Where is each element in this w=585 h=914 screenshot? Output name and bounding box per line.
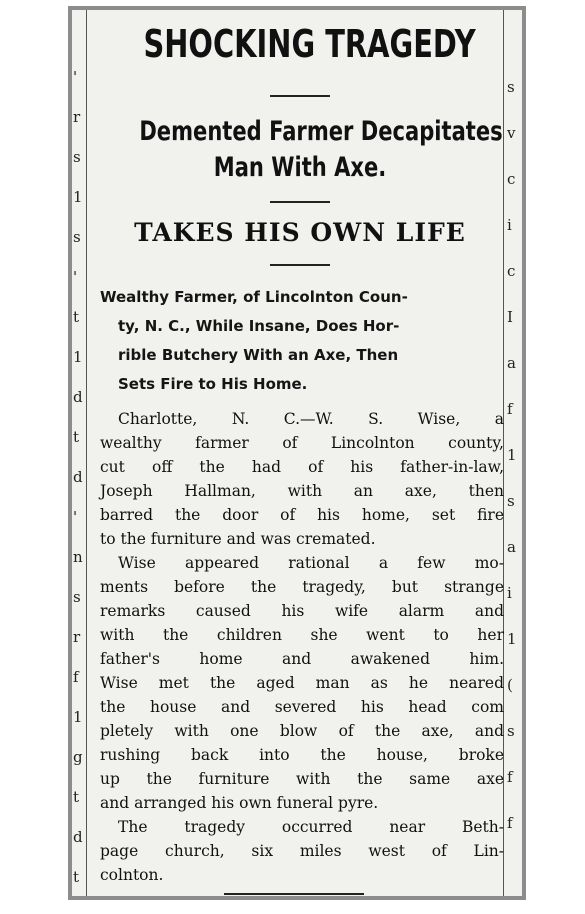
- margin-fragment: d: [73, 468, 83, 486]
- left-column-rule: [86, 10, 87, 896]
- deck-line: ty, N. C., While Insane, Does Hor-: [118, 317, 400, 335]
- subhead-divider: [270, 201, 330, 203]
- body-line: Charlotte, N. C.—W. S. Wise, a: [118, 410, 504, 428]
- margin-fragment: g: [73, 748, 83, 766]
- margin-fragment: n: [73, 548, 83, 566]
- body-line: cut off the had of his father-in-law,: [100, 458, 504, 476]
- body-line: page church, six miles west of Lin-: [100, 842, 504, 860]
- margin-fragment: 1: [73, 188, 83, 206]
- margin-fragment: 1: [507, 630, 517, 648]
- margin-fragment: c: [507, 170, 516, 188]
- subheadline: [139, 114, 503, 186]
- margin-fragment: r: [73, 628, 81, 646]
- end-rule: [224, 893, 364, 895]
- article-body: [100, 407, 504, 887]
- body-line: up the furniture with the same axe: [100, 770, 504, 788]
- body-line: rushing back into the house, broke: [100, 746, 504, 764]
- body-line: Joseph Hallman, with an axe, then: [100, 482, 504, 500]
- margin-fragment: ': [73, 268, 78, 286]
- deck-line: rible Butchery With an Axe, Then: [118, 346, 399, 364]
- body-line: ments before the tragedy, but strange: [100, 578, 504, 596]
- body-line: the house and severed his head com: [100, 698, 504, 716]
- body-line: remarks caused his wife alarm and: [100, 602, 504, 620]
- margin-fragment: f: [73, 668, 79, 686]
- left-column-fragments: [72, 10, 84, 896]
- margin-fragment: I: [507, 308, 513, 326]
- margin-fragment: i: [507, 216, 512, 234]
- body-line: Wise appeared rational a few mo-: [118, 554, 504, 572]
- headline: SHOCKING TRAGEDY: [143, 22, 476, 66]
- body-line: father's home and awakened him.: [100, 650, 504, 668]
- body-line: and arranged his own funeral pyre.: [100, 794, 379, 812]
- margin-fragment: ': [73, 68, 78, 86]
- margin-fragment: (: [507, 676, 513, 694]
- margin-fragment: s: [507, 722, 515, 740]
- subhead-line: Man With Axe.: [213, 152, 387, 183]
- deck-line: Sets Fire to His Home.: [118, 375, 308, 393]
- margin-fragment: f: [507, 814, 513, 832]
- margin-fragment: t: [73, 308, 80, 326]
- body-line: to the furniture and was cremated.: [100, 530, 376, 548]
- margin-fragment: 1: [73, 708, 83, 726]
- margin-fragment: v: [507, 124, 516, 142]
- margin-fragment: i: [507, 584, 512, 602]
- body-line: The tragedy occurred near Beth-: [118, 818, 504, 836]
- margin-fragment: 1: [507, 446, 517, 464]
- margin-fragment: s: [507, 492, 515, 510]
- margin-fragment: t: [73, 868, 80, 886]
- body-line: barred the door of his home, set fire: [100, 506, 504, 524]
- margin-fragment: t: [73, 428, 80, 446]
- body-line: with the children she went to her: [100, 626, 504, 644]
- margin-fragment: s: [73, 148, 81, 166]
- deck: [100, 283, 502, 399]
- body-line: pletely with one blow of the axe, and: [100, 722, 504, 740]
- deck-line: Wealthy Farmer, of Lincolnton Coun-: [100, 288, 408, 306]
- body-line: Wise met the aged man as he neared: [100, 674, 504, 692]
- margin-fragment: d: [73, 828, 83, 846]
- margin-fragment: ': [73, 508, 78, 526]
- margin-fragment: s: [73, 588, 81, 606]
- subhead-line: Demented Farmer Decapitates: [139, 116, 503, 147]
- margin-fragment: a: [507, 354, 516, 372]
- margin-fragment: f: [507, 400, 513, 418]
- margin-fragment: f: [507, 768, 513, 786]
- body-line: colnton.: [100, 866, 164, 884]
- right-column-fragments: [506, 10, 522, 896]
- margin-fragment: c: [507, 262, 516, 280]
- margin-fragment: 1: [73, 348, 83, 366]
- headline-divider: [270, 95, 330, 97]
- margin-fragment: r: [73, 108, 81, 126]
- margin-fragment: s: [73, 228, 81, 246]
- margin-fragment: s: [507, 78, 515, 96]
- kicker-divider: [270, 264, 330, 266]
- body-line: wealthy farmer of Lincolnton county,: [100, 434, 504, 452]
- margin-fragment: d: [73, 388, 83, 406]
- clipping-frame: [68, 6, 526, 900]
- kicker-headline: TAKES HIS OWN LIFE: [134, 218, 466, 247]
- margin-fragment: t: [73, 788, 80, 806]
- margin-fragment: a: [507, 538, 516, 556]
